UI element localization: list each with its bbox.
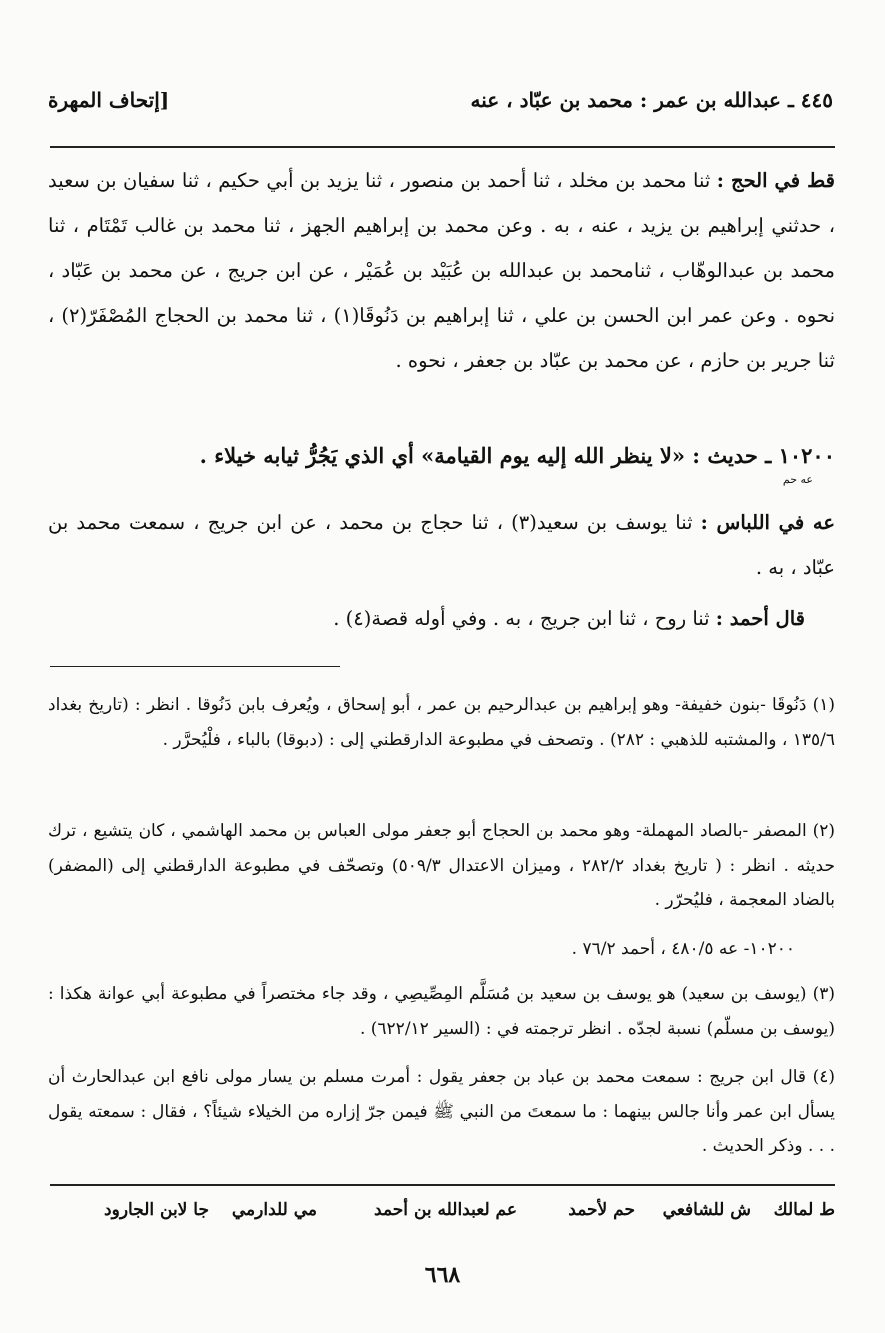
book-title: [إتحاف المهرة — [48, 88, 170, 112]
footnote-3 — [48, 977, 835, 1046]
page-number: ٦٦٨ — [424, 1262, 461, 1288]
main-text-paragraph — [48, 596, 835, 641]
takhrij-note — [48, 932, 835, 967]
paragraph-text: ثنا محمد بن مخلد ، ثنا أحمد بن منصور ، ثنا يزيد بن أبي حكيم ، ثنا سفيان بن سعيد ، حدثني إبراهيم بن يزيد ، عنه ، به . وعن محمد بن إبراهيم الجهز ، ثنا محمد بن غالب تَمْتَام ، ثنا محمد بن عبدالوهّاب ، ثنامحمد بن عبدالله بن عُبَيْد بن عُمَيْر ، عن ابن جريج ، عن محمد بن عَبّاد ، نحوه . وعن عمر ابن الحسن بن علي ، ثنا إبراهيم بن دَنُوقَا(١) ، ثنا محمد بن الحجاج المُصْفَرّ(٢) ، ثنا جرير بن حازم ، عن محمد بن عبّاد بن جعفر ، نحوه . — [48, 169, 835, 372]
source-label: عه في اللباس : — [700, 511, 835, 534]
paragraph-text: ثنا روح ، ثنا ابن جريج ، به . وفي أوله قصة(٤) . — [333, 607, 710, 630]
footnote-4 — [48, 1060, 835, 1164]
footnote-text: (١) دَنُوقَا -بنون خفيفة- وهو إبراهيم بن عبدالرحيم بن عمر ، أبو إسحاق ، ويُعرف بابن دَنُوقا . انظر : (تاريخ بغداد ١٣٥/٦ ، والمشتبه للذهبي : ٢٨٢) . وتصحف في مطبوعة الدارقطني إلى : (دبوقا) بالباء ، فلْيُحرَّر . — [48, 695, 835, 750]
sigla-item: ط لمالك — [773, 1200, 835, 1220]
footnote-text: (٤) قال ابن جريج : سمعت محمد بن عباد بن جعفر يقول : أمرت مسلم بن يسار مولى نافع ابن عبدالحارث أن يسأل ابن عمر وأنا جالس بينهما : ما سمعتَ من النبي ﷺ فيمن جرّ إزاره من الخيلاء شيئاً؟ ، فقال : سمعته يقول . . . وذكر الحديث . — [48, 1067, 835, 1156]
header-rule — [50, 146, 835, 148]
hadith-sigla: عه حم — [782, 473, 813, 486]
hadith-heading: ١٠٢٠٠ ـ حديث : «لا ينظر الله إليه يوم القيامة» أي الذي يَجُرُّ ثيابه خيلاء . — [199, 443, 835, 468]
footnote-text: (٢) المصفر -بالصاد المهملة- وهو محمد بن الحجاج أبو جعفر مولى العباس بن محمد الهاشمي ، كان يتشيع ، ترك حديثه . انظر : ( تاريخ بغداد ٢٨٢/٢ ، وميزان الاعتدال ٥٠٩/٣) وتصحّف في مطبوعة الدارقطني إلى (المضفر) بالضاد المعجمة ، فليُحرّر . — [48, 821, 835, 910]
sigla-item: حم لأحمد — [568, 1200, 635, 1220]
source-label: قال أحمد : — [715, 607, 805, 630]
sigla-item: مي للدارمي — [231, 1200, 317, 1220]
legend-rule — [50, 1184, 835, 1186]
main-text-paragraph — [48, 500, 835, 590]
sigla-item: جا لابن الجارود — [104, 1200, 209, 1220]
main-text-paragraph — [48, 158, 835, 383]
footnote-text: ١٠٢٠٠- عه ٤٨٠/٥ ، أحمد ٧٦/٢ . — [571, 939, 795, 959]
source-label: قط في الحج : — [716, 169, 835, 192]
sigla-item: ش للشافعي — [662, 1200, 751, 1220]
sigla-legend — [48, 1200, 835, 1236]
paragraph-text: ثنا يوسف بن سعيد(٣) ، ثنا حجاج بن محمد ، عن ابن جريج ، سمعت محمد بن عبّاد ، به . — [48, 511, 835, 579]
chapter-title: ٤٤٥ ـ عبدالله بن عمر : محمد بن عبّاد ، عنه — [470, 88, 833, 112]
footnote-text: (٣) (يوسف بن سعيد) هو يوسف بن سعيد بن مُسَلَّم المِصِّيصِي ، وقد جاء مختصراً في مطبوعة أبي عوانة هكذا : (يوسف بن مسلّم) نسبة لجدّه . انظر ترجمته في : (السير ٦٢٢/١٢) . — [48, 984, 835, 1039]
hadith-entry — [48, 438, 835, 486]
footnote-1 — [48, 688, 835, 757]
sigla-item: عم لعبدالله بن أحمد — [374, 1200, 517, 1220]
running-header — [48, 88, 833, 124]
footnote-2 — [48, 814, 835, 918]
footnote-separator — [50, 666, 340, 667]
